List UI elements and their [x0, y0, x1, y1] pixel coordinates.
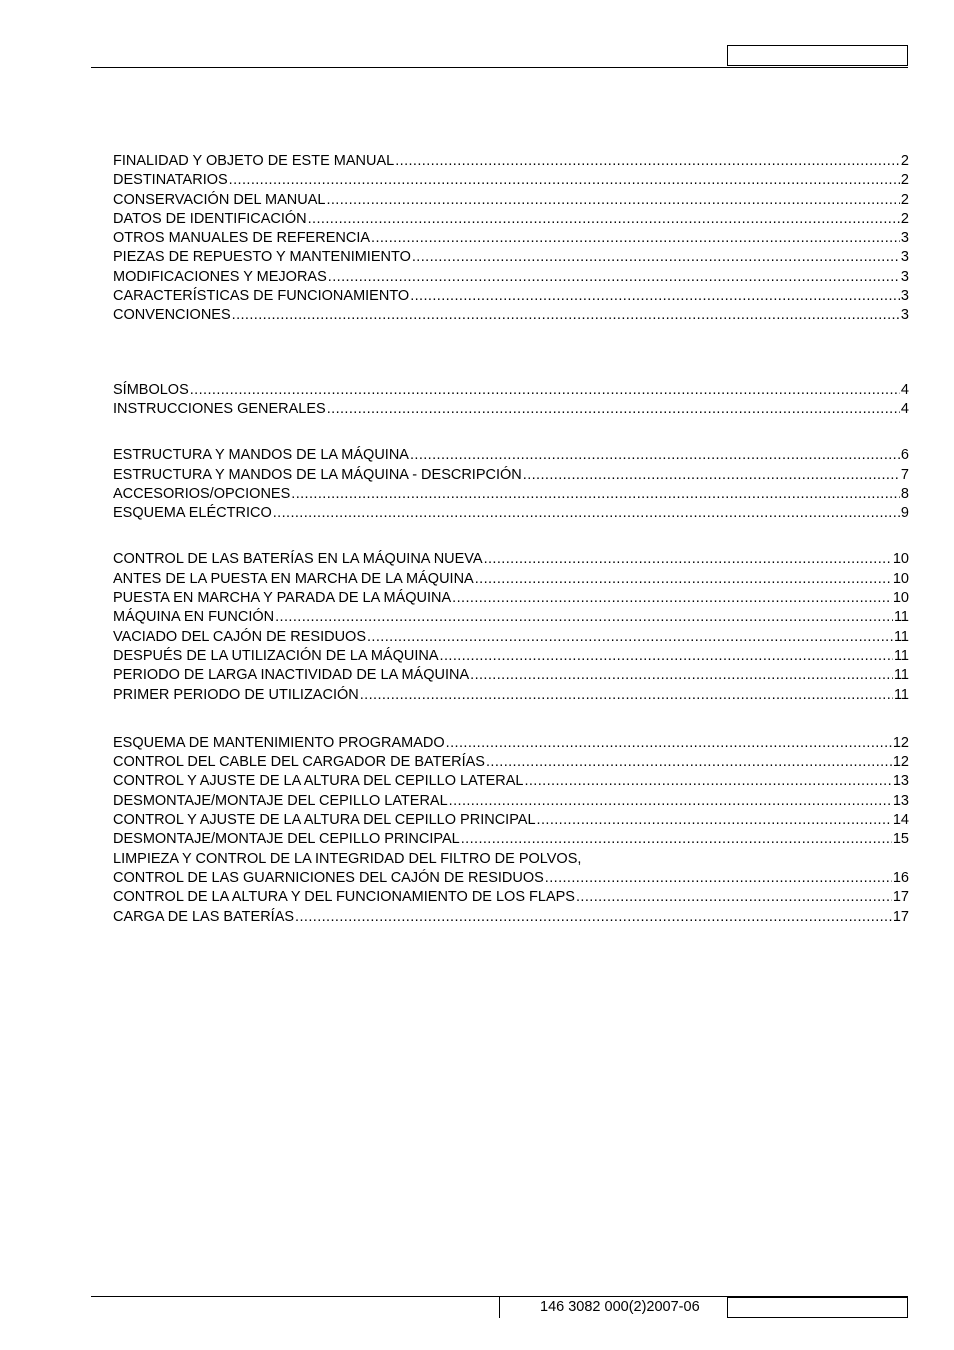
toc-entry[interactable]	[113, 550, 909, 569]
document-code: 146 3082 000(2)2007-06	[540, 1299, 700, 1315]
toc-entry-page: 3	[900, 268, 909, 285]
toc-entry[interactable]	[113, 400, 909, 419]
toc-entry-page: 3	[900, 249, 909, 266]
toc-entry-page: 8	[900, 485, 909, 502]
toc-leader-dots	[232, 306, 900, 325]
toc-entry-page: 13	[892, 792, 909, 809]
toc-leader-dots	[475, 570, 892, 589]
toc-entry-title: PRIMER PERIODO DE UTILIZACIÓN	[113, 686, 359, 703]
toc-leader-dots	[229, 171, 900, 190]
toc-entry-page: 14	[892, 812, 909, 829]
toc-entry-title: CONTROL Y AJUSTE DE LA ALTURA DEL CEPILLO PRINCIPAL	[113, 812, 536, 829]
toc-entry-title: CONTROL Y AJUSTE DE LA ALTURA DEL CEPILLO LATERAL	[113, 773, 524, 790]
toc-leader-dots	[367, 628, 893, 647]
toc-leader-dots	[308, 210, 900, 229]
toc-entry-page: 3	[900, 307, 909, 324]
toc-leader-dots	[524, 772, 891, 791]
toc-entry-title: OTROS MANUALES DE REFERENCIA	[113, 230, 371, 247]
toc-entry-title: PIEZAS DE REPUESTO Y MANTENIMIENTO	[113, 249, 411, 266]
toc-leader-dots	[395, 152, 900, 171]
toc-entry-title: PERIODO DE LARGA INACTIVIDAD DE LA MÁQUINA	[113, 667, 470, 684]
footer-box	[727, 1297, 908, 1318]
toc-leader-dots	[273, 504, 900, 523]
toc-leader-dots	[190, 381, 900, 400]
toc-entry[interactable]	[113, 888, 909, 907]
toc-entry-title: DESTINATARIOS	[113, 172, 228, 189]
toc-entry[interactable]	[113, 248, 909, 267]
toc-entry[interactable]	[113, 666, 909, 685]
toc-leader-dots	[326, 191, 899, 210]
toc-entry-title: ESTRUCTURA Y MANDOS DE LA MÁQUINA - DESCRIPCIÓN	[113, 466, 522, 483]
toc-entry-title: CARACTERÍSTICAS DE FUNCIONAMIENTO	[113, 288, 410, 305]
toc-leader-dots	[371, 229, 900, 248]
toc-entry-title: FINALIDAD Y OBJETO DE ESTE MANUAL	[113, 153, 395, 169]
toc-entry[interactable]	[113, 628, 909, 647]
toc-entry-title: MODIFICACIONES Y MEJORAS	[113, 268, 327, 285]
toc-entry-page: 6	[900, 447, 909, 464]
toc-entry[interactable]	[113, 287, 909, 306]
toc-entry-page: 13	[892, 773, 909, 790]
toc-entry-title: CONTROL DE LAS BATERÍAS EN LA MÁQUINA NUEVA	[113, 551, 483, 568]
toc-entry-continuation[interactable]	[113, 850, 909, 869]
toc-entry-title: ESQUEMA ELÉCTRICO	[113, 505, 272, 522]
toc-leader-dots	[470, 666, 893, 685]
toc-entry-page: 7	[900, 466, 909, 483]
toc-leader-dots	[449, 792, 892, 811]
toc-entry[interactable]	[113, 811, 909, 830]
toc-entry-page: 11	[893, 609, 909, 626]
toc-entry-page: 12	[892, 754, 909, 771]
toc-entry[interactable]	[113, 466, 909, 485]
toc-leader-dots	[412, 248, 900, 267]
toc-entry-title: INSTRUCCIONES GENERALES	[113, 400, 326, 417]
toc-entry[interactable]	[113, 446, 909, 465]
toc-entry-title: CONTROL DE LA ALTURA Y DEL FUNCIONAMIENTO DE LOS FLAPS	[113, 889, 575, 906]
toc-entry-page: 17	[892, 908, 909, 925]
header-rule	[91, 67, 908, 68]
toc-leader-dots	[576, 888, 892, 907]
toc-entry[interactable]	[113, 171, 909, 190]
toc-entry[interactable]	[113, 191, 909, 210]
toc-entry[interactable]	[113, 485, 909, 504]
toc-entry[interactable]	[113, 229, 909, 248]
toc-entry-page: 11	[893, 628, 909, 645]
toc-entry-page: 12	[892, 734, 909, 751]
toc-entry-title: ESTRUCTURA Y MANDOS DE LA MÁQUINA	[113, 447, 409, 464]
toc-entry[interactable]	[113, 381, 909, 400]
toc-entry-page: 11	[893, 647, 909, 664]
toc-group	[113, 152, 909, 326]
toc-entry-page: 2	[900, 153, 909, 169]
toc-leader-dots	[486, 753, 892, 772]
toc-entry-page: 2	[900, 191, 909, 208]
toc-leader-dots	[410, 287, 900, 306]
toc-entry-page: 11	[893, 686, 909, 703]
toc-entry-page: 4	[900, 381, 909, 398]
toc-entry-title: ESQUEMA DE MANTENIMIENTO PROGRAMADO	[113, 734, 445, 751]
toc-entry-title: PUESTA EN MARCHA Y PARADA DE LA MÁQUINA	[113, 590, 452, 607]
toc-entry[interactable]	[113, 210, 909, 229]
toc-entry-title: DATOS DE IDENTIFICACIÓN	[113, 210, 307, 227]
toc-leader-dots	[484, 550, 892, 569]
toc-entry-page: 15	[892, 831, 909, 848]
toc-entry[interactable]	[113, 608, 909, 627]
toc-entry[interactable]	[113, 792, 909, 811]
footer-divider	[499, 1296, 500, 1318]
toc-entry-page: 9	[900, 505, 909, 522]
toc-entry-page: 3	[900, 288, 909, 305]
toc-leader-dots	[523, 466, 900, 485]
toc-entry[interactable]	[113, 830, 909, 849]
toc-entry-title: CARGA DE LAS BATERÍAS	[113, 908, 295, 925]
toc-leader-dots	[410, 446, 900, 465]
toc-entry-page: 11	[893, 667, 909, 684]
toc-leader-dots	[328, 268, 900, 287]
toc-entry[interactable]	[113, 268, 909, 287]
toc-entry-title: CONTROL DEL CABLE DEL CARGADOR DE BATERÍAS	[113, 754, 485, 771]
toc-group	[113, 381, 909, 420]
toc-entry-title: DESMONTAJE/MONTAJE DEL CEPILLO PRINCIPAL	[113, 831, 460, 848]
toc-entry-page: 3	[900, 230, 909, 247]
toc-leader-dots	[295, 908, 892, 927]
toc-entry-page: 4	[900, 400, 909, 417]
toc-leader-dots	[545, 869, 892, 888]
toc-leader-dots	[440, 647, 893, 666]
toc-group	[113, 446, 909, 523]
toc-leader-dots	[291, 485, 900, 504]
toc-entry-page: 17	[892, 889, 909, 906]
toc-leader-dots	[327, 400, 900, 419]
toc-entry[interactable]	[113, 570, 909, 589]
toc-entry-page: 2	[900, 172, 909, 189]
toc-entry-title: LIMPIEZA Y CONTROL DE LA INTEGRIDAD DEL FILTRO DE POLVOS,	[113, 850, 582, 867]
toc-entry-page: 16	[892, 869, 909, 886]
toc-leader-dots	[275, 608, 893, 627]
toc-group	[113, 550, 909, 704]
toc-entry[interactable]	[113, 686, 909, 705]
toc-entry[interactable]	[113, 772, 909, 791]
toc-entry-title: CONVENCIONES	[113, 307, 231, 324]
toc-entry-page: 10	[892, 570, 909, 587]
toc-entry-title: CONSERVACIÓN DEL MANUAL	[113, 191, 326, 208]
toc-entry[interactable]	[113, 504, 909, 523]
toc-entry-page: 10	[892, 551, 909, 568]
toc-entry[interactable]	[113, 647, 909, 666]
toc-entry-title: DESMONTAJE/MONTAJE DEL CEPILLO LATERAL	[113, 792, 448, 809]
toc-entry-title: VACIADO DEL CAJÓN DE RESIDUOS	[113, 628, 366, 645]
toc-entry[interactable]	[113, 589, 909, 608]
toc-entry[interactable]	[113, 869, 909, 888]
toc-entry-title: DESPUÉS DE LA UTILIZACIÓN DE LA MÁQUINA	[113, 647, 439, 664]
toc-entry-title: ANTES DE LA PUESTA EN MARCHA DE LA MÁQUINA	[113, 570, 474, 587]
toc-entry[interactable]	[113, 753, 909, 772]
header-box	[727, 45, 908, 66]
toc-leader-dots	[360, 686, 893, 705]
toc-entry[interactable]	[113, 908, 909, 927]
toc-leader-dots	[461, 830, 892, 849]
toc-entry-title: SÍMBOLOS	[113, 381, 189, 398]
toc-entry-title: MÁQUINA EN FUNCIÓN	[113, 609, 275, 626]
toc-leader-dots	[452, 589, 892, 608]
toc-group	[113, 734, 909, 927]
toc-leader-dots	[537, 811, 892, 830]
toc-entry[interactable]	[113, 306, 909, 325]
toc-entry-page: 10	[892, 590, 909, 607]
toc-entry[interactable]	[113, 734, 909, 753]
toc-leader-dots	[446, 734, 892, 753]
table-of-contents	[113, 152, 909, 927]
toc-entry-page: 2	[900, 210, 909, 227]
toc-entry[interactable]	[113, 152, 909, 171]
toc-entry-title: ACCESORIOS/OPCIONES	[113, 485, 291, 502]
toc-entry-title: CONTROL DE LAS GUARNICIONES DEL CAJÓN DE RESIDUOS	[113, 869, 544, 886]
